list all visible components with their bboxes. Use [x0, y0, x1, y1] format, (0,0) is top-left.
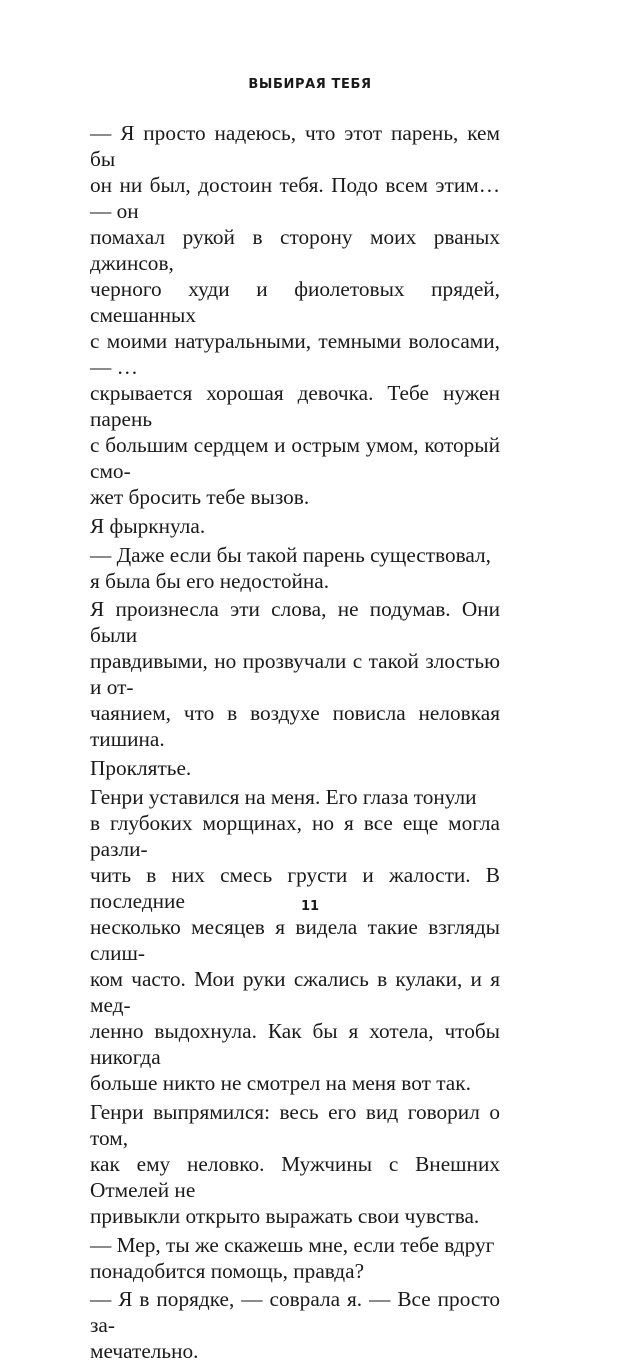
- text-line: — Мер, ты же скажешь мне, если тебе вдруг: [90, 1232, 495, 1257]
- text-line: жет бросить тебе вызов.: [90, 485, 310, 509]
- paragraph: [90, 596, 500, 752]
- text-line: — Я в порядке, — соврала я. — Все просто за-: [90, 1287, 500, 1338]
- page-number: 11: [300, 899, 320, 914]
- text-line: Проклятье.: [90, 756, 192, 781]
- text-line: привыкли открыто выражать свои чувства.: [90, 1203, 480, 1228]
- text-line: Генри выпрямился: весь его вид говорил о том,: [90, 1099, 500, 1150]
- text-line: чаянием, что в воздухе повисла неловкая тишина.: [90, 701, 500, 752]
- body-text: [90, 120, 500, 1367]
- text-line: в глубоких морщинах, но я все еще могла разли-: [90, 810, 500, 861]
- text-line: — Даже если бы такой парень существовал,: [90, 542, 491, 567]
- text-line: с моими натуральными, темными волосами,— …: [90, 329, 500, 379]
- text-line: скрывается хорошая девочка. Тебе нужен парень: [90, 381, 500, 431]
- text-line: несколько месяцев я видела такие взгляды слиш-: [90, 914, 500, 965]
- text-line: — Я просто надеюсь, что этот парень, кем бы: [90, 121, 500, 171]
- text-line: Я фыркнула.: [90, 513, 206, 538]
- text-line: с большим сердцем и острым умом, который смо-: [90, 433, 500, 483]
- text-line: помахал рукой в сторону моих рваных джинсов,: [90, 225, 500, 275]
- text-line: мечательно.: [90, 1339, 199, 1364]
- text-line: Генри уставился на меня. Его глаза тонули: [90, 784, 477, 809]
- paragraph: [90, 1286, 500, 1364]
- text-line: правдивыми, но прозвучали с такой злостью и от-: [90, 649, 500, 700]
- text-line: ленно выдохнула. Как бы я хотела, чтобы никогда: [90, 1018, 500, 1069]
- paragraph: [90, 120, 500, 510]
- text-line: я была бы его недостойна.: [90, 568, 330, 593]
- running-head: ВЫБИРАЯ ТЕБЯ: [248, 77, 372, 92]
- text-line: как ему неловко. Мужчины с Внешних Отмелей не: [90, 1151, 500, 1202]
- text-line: ком часто. Мои руки сжались в кулаки, и я мед-: [90, 966, 500, 1017]
- text-line: черного худи и фиолетовых прядей, смешанных: [90, 277, 500, 327]
- text-line: понадобится помощь, правда?: [90, 1258, 365, 1283]
- text-line: чить в них смесь грусти и жалости. В последние: [90, 862, 500, 913]
- text-line: Я произнесла эти слова, не подумав. Они были: [90, 597, 500, 648]
- text-line: он ни был, достоин тебя. Подо всем этим… — он: [90, 173, 500, 223]
- paragraph: [90, 1099, 500, 1229]
- paragraph: [90, 542, 500, 594]
- text-line: больше никто не смотрел на меня вот так.: [90, 1070, 471, 1095]
- paragraph: [90, 513, 500, 539]
- paragraph: [90, 784, 500, 1096]
- paragraph: [90, 1232, 500, 1284]
- paragraph: [90, 755, 500, 781]
